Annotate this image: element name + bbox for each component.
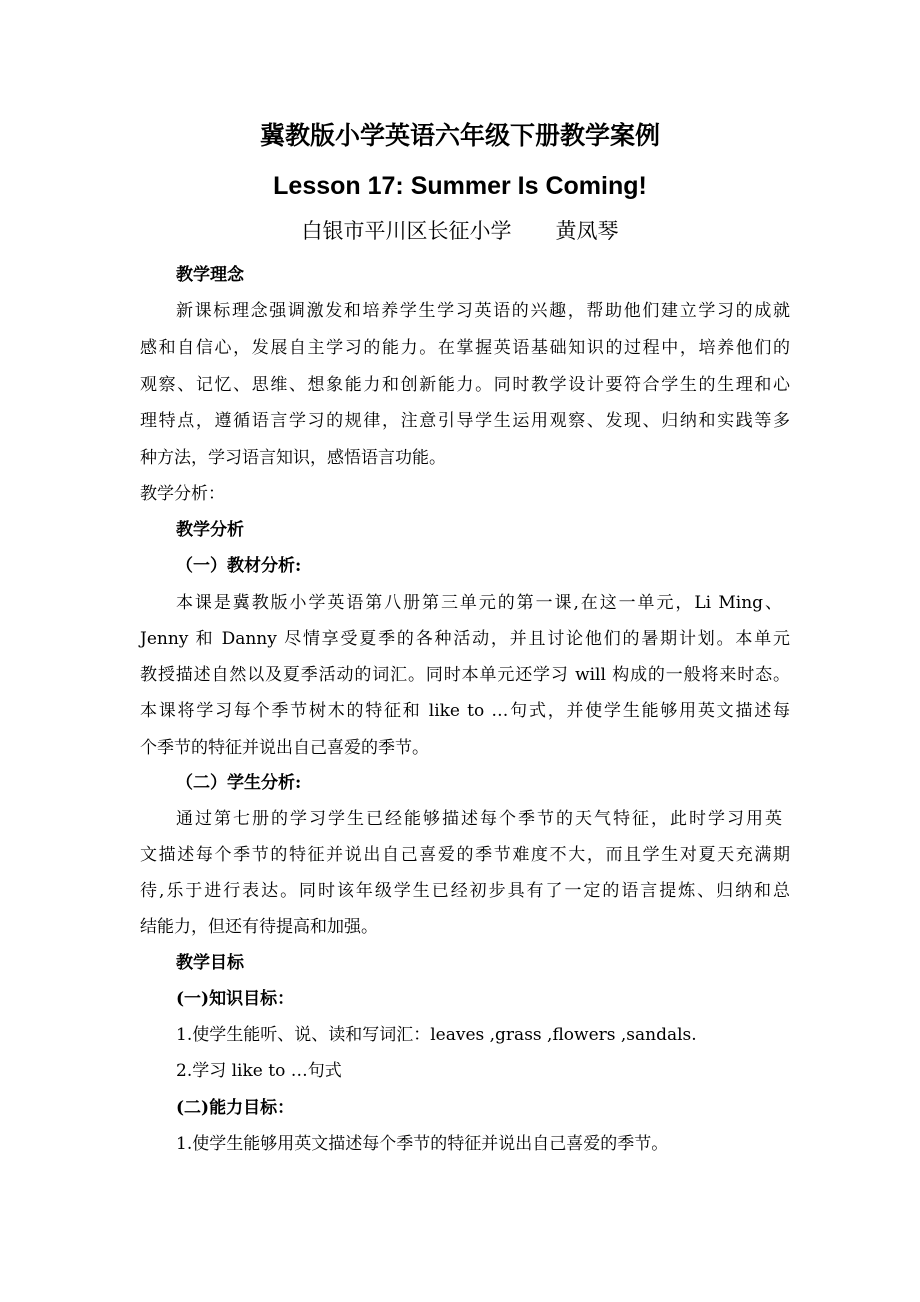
list-item: 2.学习 like to …句式	[176, 1061, 342, 1081]
paragraph-line: 观察、记忆、思维、想象能力和创新能力。同时教学设计要符合学生的生理和心	[140, 375, 790, 395]
paragraph-line: 待,乐于进行表达。同时该年级学生已经初步具有了一定的语言提炼、归纳和总	[140, 881, 790, 901]
section-label: 教学分析：	[140, 484, 225, 504]
list-item: 1.使学生能够用英文描述每个季节的特征并说出自己喜爱的季节。	[176, 1134, 669, 1154]
paragraph-line: Jenny 和 Danny 尽情享受夏季的各种活动，并且讨论他们的暑期计划。本单元	[140, 629, 790, 649]
paragraph-line: 教授描述自然以及夏季活动的词汇。同时本单元还学习 will 构成的一般将来时态。	[140, 665, 790, 685]
paragraph-line: 本课是冀教版小学英语第八册第三单元的第一课,在这一单元，Li Ming、	[176, 593, 782, 613]
paragraph-line: 本课将学习每个季节树木的特征和 like to …句式，并使学生能够用英文描述每	[140, 701, 790, 721]
subheading-student-analysis: （二）学生分析:	[176, 773, 302, 793]
author-school: 白银市平川区长征小学	[301, 219, 512, 243]
section-heading-teaching-philosophy: 教学理念	[176, 265, 244, 285]
paragraph-line: 感和自信心，发展自主学习的能力。在掌握英语基础知识的过程中，培养他们的	[140, 338, 790, 358]
section-heading-teaching-objectives: 教学目标	[176, 953, 244, 973]
lesson-title: Lesson 17: Summer Is Coming!	[273, 172, 647, 200]
paragraph-line: 理特点，遵循语言学习的规律，注意引导学生运用观察、发现、归纳和实践等多	[140, 411, 790, 431]
paragraph-line: 文描述每个季节的特征并说出自己喜爱的季节难度不大，而且学生对夏天充满期	[140, 845, 790, 865]
author-line	[0, 214, 920, 248]
subheading-ability-objectives: (二)能力目标：	[176, 1098, 295, 1118]
paragraph-line: 通过第七册的学习学生已经能够描述每个季节的天气特征，此时学习用英	[176, 809, 782, 829]
paragraph-line: 新课标理念强调激发和培养学生学习英语的兴趣，帮助他们建立学习的成就	[176, 301, 790, 321]
paragraph-line: 个季节的特征并说出自己喜爱的季节。	[140, 738, 429, 758]
author-name: 黄凤琴	[555, 219, 619, 243]
paragraph-line: 结能力，但还有待提高和加强。	[140, 917, 378, 937]
document-title: 冀教版小学英语六年级下册教学案例	[259, 121, 660, 150]
paragraph-line: 种方法，学习语言知识，感悟语言功能。	[140, 448, 446, 468]
section-heading-teaching-analysis: 教学分析	[176, 520, 244, 540]
list-item: 1.使学生能听、说、读和写词汇：leaves ,grass ,flowers ,sandals.	[176, 1025, 697, 1045]
subheading-material-analysis: （一）教材分析:	[176, 556, 302, 576]
subheading-knowledge-objectives: (一)知识目标：	[176, 989, 295, 1009]
